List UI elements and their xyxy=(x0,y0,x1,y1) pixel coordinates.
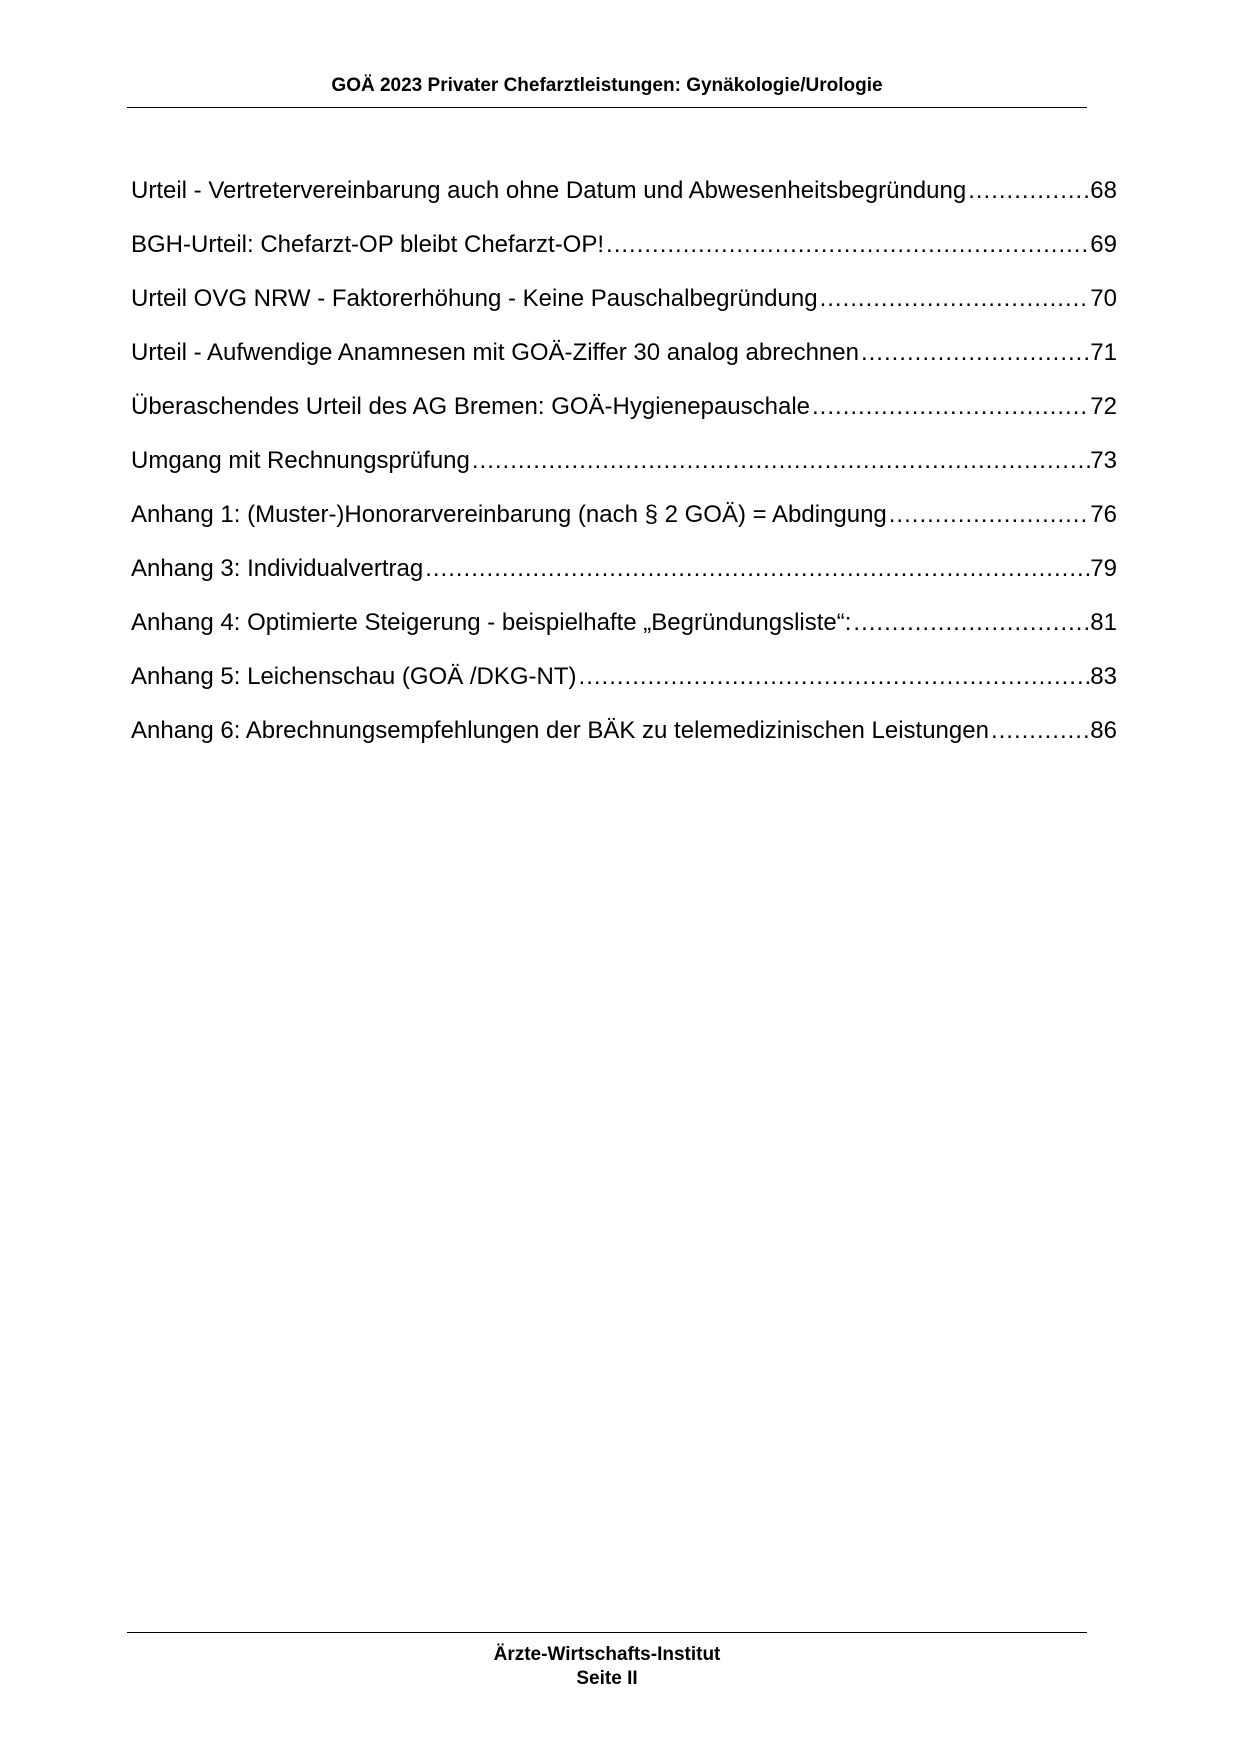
toc-entry-page: 70 xyxy=(1090,285,1117,312)
toc-entry-page: 83 xyxy=(1090,663,1117,690)
toc-entry-title: Anhang 5: Leichenschau (GOÄ /DKG-NT) xyxy=(131,663,577,690)
toc-dot-leader xyxy=(966,176,1090,206)
toc-entry-page: 79 xyxy=(1090,555,1117,582)
toc-entry-title: Anhang 6: Abrechnungsempfehlungen der BÄK zu telemedizinischen Leistungen xyxy=(131,717,989,744)
page-header-title: GOÄ 2023 Privater Chefarztleistungen: Gynäkologie/Urologie xyxy=(331,75,883,96)
toc-entry-title: Überaschendes Urteil des AG Bremen: GOÄ-Hygienepauschale xyxy=(131,393,811,420)
page-footer xyxy=(127,1643,1087,1691)
toc-dot-leader xyxy=(887,500,1091,530)
toc-entry[interactable] xyxy=(131,662,1117,716)
toc-entry[interactable] xyxy=(131,392,1117,446)
toc-entry[interactable] xyxy=(131,500,1117,554)
toc-entry-page: 68 xyxy=(1090,177,1117,204)
toc-dot-leader xyxy=(818,284,1091,314)
toc-entry-page: 81 xyxy=(1090,609,1117,636)
toc-entry-title: Anhang 3: Individualvertrag xyxy=(131,555,424,582)
toc-entry-title: BGH-Urteil: Chefarzt-OP bleibt Chefarzt-OP! xyxy=(131,231,605,258)
toc-entry[interactable] xyxy=(131,716,1117,770)
toc-entry-title: Urteil OVG NRW - Faktorerhöhung - Keine Pauschalbegründung xyxy=(131,285,818,312)
toc-entry-title: Umgang mit Rechnungsprüfung xyxy=(131,447,470,474)
toc-dot-leader xyxy=(423,554,1090,584)
table-of-contents xyxy=(131,176,1117,770)
toc-entry[interactable] xyxy=(131,608,1117,662)
toc-entry-title: Anhang 1: (Muster-)Honorarvereinbarung (nach § 2 GOÄ) = Abdingung xyxy=(131,501,887,528)
toc-dot-leader xyxy=(604,230,1090,260)
toc-entry-page: 86 xyxy=(1090,717,1117,744)
footer-page-number: Seite II xyxy=(576,1668,638,1689)
toc-entry[interactable] xyxy=(131,554,1117,608)
toc-entry-title: Anhang 4: Optimierte Steigerung - beispielhafte „Begründungsliste“: xyxy=(131,609,852,636)
toc-entry[interactable] xyxy=(131,446,1117,500)
toc-entry-page: 73 xyxy=(1090,447,1117,474)
toc-entry[interactable] xyxy=(131,176,1117,230)
toc-dot-leader xyxy=(851,608,1090,638)
footer-institute: Ärzte-Wirtschafts-Institut xyxy=(493,1644,721,1665)
toc-entry[interactable] xyxy=(131,230,1117,284)
toc-entry[interactable] xyxy=(131,338,1117,392)
header-rule xyxy=(127,107,1087,108)
toc-entry-title: Urteil - Aufwendige Anamnesen mit GOÄ-Ziffer 30 analog abrechnen xyxy=(131,339,859,366)
toc-entry[interactable] xyxy=(131,284,1117,338)
toc-entry-page: 69 xyxy=(1090,231,1117,258)
toc-entry-page: 71 xyxy=(1090,339,1117,366)
toc-dot-leader xyxy=(577,662,1091,692)
toc-dot-leader xyxy=(810,392,1090,422)
toc-entry-page: 72 xyxy=(1090,393,1117,420)
toc-entry-page: 76 xyxy=(1090,501,1117,528)
toc-dot-leader xyxy=(989,716,1090,746)
footer-rule xyxy=(127,1632,1087,1633)
toc-entry-title: Urteil - Vertretervereinbarung auch ohne Datum und Abwesenheitsbegründung xyxy=(131,177,967,204)
toc-dot-leader xyxy=(470,446,1090,476)
toc-dot-leader xyxy=(859,338,1090,368)
